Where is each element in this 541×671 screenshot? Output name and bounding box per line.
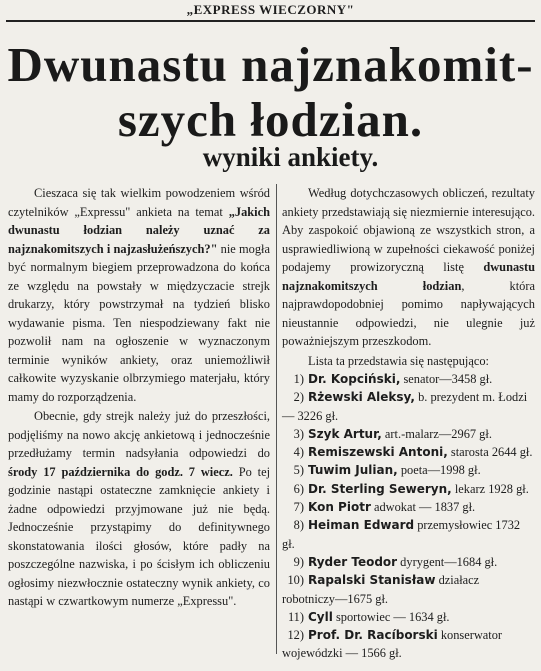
ranking-item <box>282 626 535 663</box>
ranking-number: 4) <box>293 445 304 460</box>
ranking-details: dyrygent—1684 gł. <box>397 554 498 569</box>
ranking-details: b. prezydent m. Łodzi — 3226 gł. <box>282 390 528 423</box>
ranking-name: Dr. Kopciński, <box>308 372 401 386</box>
ranking-name: Tuwim Julian, <box>308 463 398 478</box>
masthead-rule <box>6 20 535 22</box>
ranking-item <box>282 388 535 425</box>
ranking-item <box>282 370 535 388</box>
ranking-name: Ryder Teodor <box>308 554 398 569</box>
masthead: „EXPRESS WIECZORNY" <box>186 2 355 17</box>
ranking-details: sportowiec — 1634 gł. <box>332 609 450 624</box>
ranking-details: art.-malarz—2967 gł. <box>381 426 492 441</box>
column-divider <box>276 184 277 654</box>
left-paragraph-1 <box>8 184 270 406</box>
left-p1-text: Cieszaca się tak wielkim powodzeniem wśród czytelników „Expressu" ankieta na temat <box>8 186 270 219</box>
ranking-number: 3) <box>293 426 304 441</box>
ranking-item <box>282 553 535 571</box>
ranking-item <box>282 461 535 479</box>
ranking-number: 6) <box>293 481 304 496</box>
right-p1-bold: dwunastu najznakomitszych łodzian <box>282 260 535 293</box>
right-p1-text-end: , która najprawdopodobniej pomimo napływających nieustannie odpowiedzi, nie ulegnie już poważniejszym przeszkodom. <box>282 278 535 348</box>
left-p2-text: Obecnie, gdy strejk należy już do przeszłości, podjęliśmy na nowo akcję ankietową i jednocześnie przedłużamy termin nadsyłania odpowiedzi do <box>8 409 270 460</box>
ranking-number: 1) <box>293 372 304 386</box>
ranking-name: Cyll <box>308 609 333 624</box>
left-p2-text-end: Po tej godzinie nastąpi ostateczne zamknięcie ankiety i żadne odpowiedzi przyjmowane już nie będą. Jednocześnie przystąpimy do definitywnego skonstatowania ilości głosów, które padły na poszczególne nazwiska, i po ścisłym ich obliczeniu ogłosimy niezwłocznie ostateczny wynik ankiety, co nastąpi w czwartkowym numerze „Expressu". <box>8 464 271 608</box>
ranking-details: konserwator wojewódzki — 1566 gł. <box>282 628 503 661</box>
ranking-number: 10) <box>287 573 304 588</box>
ranking-number: 12) <box>287 628 304 643</box>
ranking-name: Rżewski Aleksy, <box>308 390 415 405</box>
left-paragraph-2 <box>8 407 270 611</box>
ranking-details: poeta—1998 gł. <box>397 463 481 478</box>
left-column <box>8 184 270 611</box>
ranking-details: działacz robotniczy—1675 gł. <box>282 573 480 606</box>
ranking-name: Heiman Edward <box>308 518 415 533</box>
ranking-name: Prof. Dr. Racíborski <box>308 628 438 643</box>
ranking-details: senator—3458 gł. <box>400 372 493 386</box>
left-p1-question: „Jakich dwunastu łodzian należy uznać za najznakomitszych i najzasłużeńszych?" <box>8 204 270 256</box>
ranking-number: 8) <box>293 518 304 533</box>
ranking-name: Kon Piotr <box>308 500 371 515</box>
headline-line-1: Dwunastu najznakomit- <box>7 37 534 92</box>
ranking-details: starosta 2644 gł. <box>447 445 533 460</box>
headline-subtitle: wyniki ankiety. <box>202 142 379 172</box>
ranking-item <box>282 571 535 608</box>
ranking-item <box>282 608 535 626</box>
ranking-name: Remiszewski Antoni, <box>308 445 448 460</box>
ranking-details: lekarz 1928 gł. <box>451 481 529 496</box>
list-intro: Lista ta przedstawia się następująco: <box>308 353 489 368</box>
ranking-details: adwokat — 1837 gł. <box>370 500 476 515</box>
ranking-details: przemysłowiec 1732 gł. <box>282 518 521 551</box>
right-p1-text: Według dotychczasowych obliczeń, rezultaty ankiety przedstawiają się niezmiernie interesująco. Aby zaspokoić objawioną ze wszystkich stron, a usprawiedliwioną w zupełności ciekawość poniżej podajemy prowizoryczną listę <box>282 186 535 274</box>
ranking-number: 11) <box>287 609 304 624</box>
ranking-number: 7) <box>293 500 304 515</box>
ranking-item <box>282 425 535 443</box>
ranking-list <box>282 370 535 663</box>
headline-line-2: szych łodzian. <box>117 92 424 147</box>
ranking-number: 2) <box>293 390 304 405</box>
right-paragraph-1 <box>282 184 535 351</box>
ranking-item <box>282 516 535 553</box>
ranking-item <box>282 480 535 498</box>
right-column <box>282 184 535 663</box>
ranking-number: 9) <box>293 554 304 569</box>
ranking-name: Szyk Artur, <box>308 426 382 441</box>
ranking-item <box>282 443 535 461</box>
ranking-item <box>282 498 535 516</box>
left-p1-text-end: nie mogła być normalnym biegiem przeprowadzona do końca ze względu na powstały w międzyczacie strejk drukarzy, który powstrzymał na tydzień blisko wydawanie pisma. Ten niespodziewany fakt nie pozwolił nam na ogłoszenie w wyznaczonym terminie wyników ankiety, oraz uniemożliwił całkowite wyzyskanie olbrzymiego materjału, który mamy do rozporządzenia. <box>8 241 270 404</box>
ranking-name: Dr. Sterling Seweryn, <box>308 481 452 496</box>
ranking-number: 5) <box>293 463 304 478</box>
ranking-name: Rapalski Stanisław <box>308 573 436 588</box>
left-p2-deadline: środy 17 października do godz. 7 wiecz. <box>8 464 233 479</box>
